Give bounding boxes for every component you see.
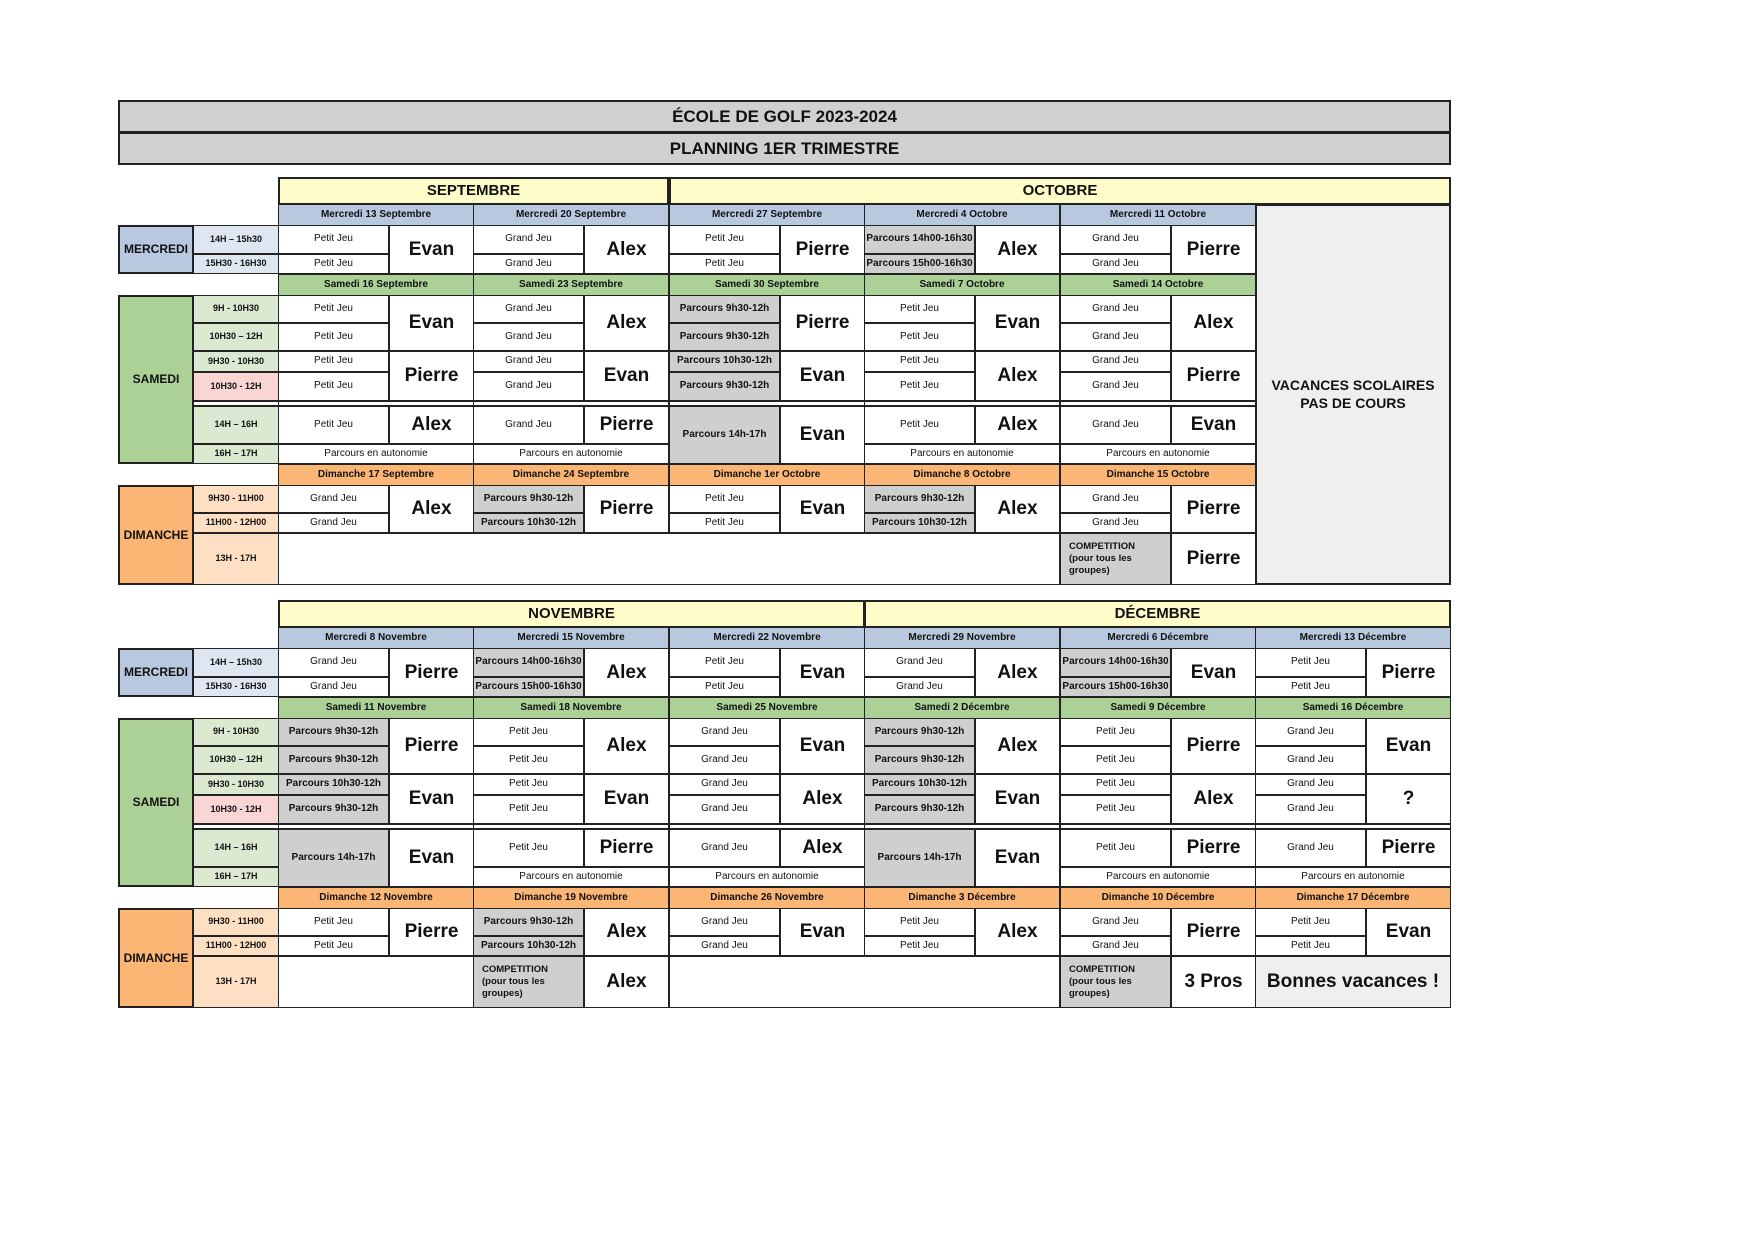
coach-name: Evan [780, 718, 865, 774]
coach-name: Alex [1171, 774, 1256, 824]
activity: Petit Jeu [669, 648, 780, 677]
coach-name: 3 Pros [1171, 956, 1256, 1008]
time-slot: 14H – 16H [193, 406, 279, 444]
activity: Parcours 9h30-12h [278, 795, 389, 824]
coach-name: Alex [584, 956, 669, 1008]
coach-name: Pierre [389, 718, 474, 774]
saturday-date: Samedi 7 Octobre [864, 274, 1060, 296]
saturday-date: Samedi 2 Décembre [864, 697, 1060, 719]
time-slot: 9H30 - 11H00 [193, 485, 279, 513]
activity: Parcours 9h30-12h [864, 746, 975, 774]
coach-name: Pierre [584, 829, 669, 867]
activity: Petit Jeu [864, 406, 975, 444]
day-label-samedi: SAMEDI [118, 295, 194, 464]
vacation-notice: VACANCES SCOLAIRES PAS DE COURS [1255, 204, 1451, 585]
activity: Grand Jeu [473, 323, 584, 351]
activity: Grand Jeu [1255, 795, 1366, 824]
coach-name: Alex [584, 225, 669, 274]
activity: Petit Jeu [473, 795, 584, 824]
time-slot: 13H - 17H [193, 533, 279, 585]
wednesday-date: Mercredi 20 Septembre [473, 204, 669, 226]
activity: Petit Jeu [1060, 718, 1171, 746]
activity: Grand Jeu [1060, 936, 1171, 956]
activity: Parcours 9h30-12h [473, 908, 584, 936]
sunday-date: Dimanche 1er Octobre [669, 464, 865, 486]
wednesday-date: Mercredi 13 Septembre [278, 204, 474, 226]
activity: Petit Jeu [864, 295, 975, 323]
activity: Parcours 9h30-12h [473, 485, 584, 513]
wednesday-date: Mercredi 15 Novembre [473, 627, 669, 649]
activity: Parcours 9h30-12h [278, 718, 389, 746]
activity: Parcours 15h00-16h30 [1060, 677, 1171, 697]
coach-name: Alex [389, 485, 474, 533]
day-label-dimanche: DIMANCHE [118, 908, 194, 1008]
coach-name: Alex [975, 406, 1060, 444]
activity: Grand Jeu [278, 648, 389, 677]
activity: Grand Jeu [1255, 829, 1366, 867]
day-label-dimanche: DIMANCHE [118, 485, 194, 585]
activity: Parcours 14h00-16h30 [473, 648, 584, 677]
activity: Petit Jeu [669, 677, 780, 697]
sunday-date: Dimanche 8 Octobre [864, 464, 1060, 486]
time-slot: 9H - 10H30 [193, 295, 279, 323]
activity: Petit Jeu [473, 746, 584, 774]
activity: Grand Jeu [1255, 718, 1366, 746]
saturday-date: Samedi 30 Septembre [669, 274, 865, 296]
activity: Grand Jeu [278, 513, 389, 533]
time-slot: 11H00 - 12H00 [193, 513, 279, 533]
activity: Grand Jeu [473, 254, 584, 274]
activity: Parcours 14h-17h [864, 829, 975, 887]
competition-label: COMPETITION (pour tous les groupes) [473, 956, 584, 1008]
activity: Petit Jeu [278, 406, 389, 444]
coach-name: Pierre [1171, 718, 1256, 774]
autonomy-note: Parcours en autonomie [669, 867, 865, 887]
coach-name: Alex [584, 718, 669, 774]
activity: Petit Jeu [669, 485, 780, 513]
activity: Petit Jeu [1060, 774, 1171, 795]
activity: Petit Jeu [864, 936, 975, 956]
activity: Grand Jeu [1060, 406, 1171, 444]
time-slot: 10H30 – 12H [193, 746, 279, 774]
time-slot: 14H – 15h30 [193, 648, 279, 677]
activity: Grand Jeu [473, 351, 584, 372]
month-header: OCTOBRE [669, 177, 1451, 205]
coach-name: Evan [780, 908, 865, 956]
coach-name: Alex [975, 225, 1060, 274]
activity: Petit Jeu [864, 908, 975, 936]
sunday-date: Dimanche 19 Novembre [473, 887, 669, 909]
saturday-date: Samedi 14 Octobre [1060, 274, 1256, 296]
coach-name: Alex [975, 648, 1060, 697]
coach-name: Pierre [780, 225, 865, 274]
coach-name: Evan [780, 406, 865, 464]
activity: Grand Jeu [1060, 908, 1171, 936]
coach-name: Alex [975, 718, 1060, 774]
activity: Grand Jeu [1255, 746, 1366, 774]
activity: Grand Jeu [473, 406, 584, 444]
wednesday-date: Mercredi 8 Novembre [278, 627, 474, 649]
activity: Petit Jeu [278, 936, 389, 956]
autonomy-note: Parcours en autonomie [278, 444, 474, 464]
coach-name: Evan [975, 774, 1060, 824]
coach-name: ? [1366, 774, 1451, 824]
activity: Parcours 9h30-12h [669, 323, 780, 351]
activity: Petit Jeu [669, 254, 780, 274]
activity: Petit Jeu [1060, 795, 1171, 824]
activity: Parcours 14h00-16h30 [864, 225, 975, 254]
activity: Grand Jeu [278, 677, 389, 697]
sunday-date: Dimanche 26 Novembre [669, 887, 865, 909]
activity: Petit Jeu [864, 372, 975, 401]
wednesday-date: Mercredi 11 Octobre [1060, 204, 1256, 226]
activity: Petit Jeu [1255, 908, 1366, 936]
sunday-date: Dimanche 10 Décembre [1060, 887, 1256, 909]
coach-name: Pierre [584, 406, 669, 444]
activity: Parcours 9h30-12h [864, 795, 975, 824]
activity: Petit Jeu [278, 351, 389, 372]
saturday-date: Samedi 9 Décembre [1060, 697, 1256, 719]
activity: Grand Jeu [1060, 372, 1171, 401]
activity: Grand Jeu [1060, 254, 1171, 274]
activity: Grand Jeu [864, 648, 975, 677]
activity: Parcours 15h00-16h30 [473, 677, 584, 697]
time-slot: 15H30 - 16H30 [193, 677, 279, 697]
sunday-date: Dimanche 3 Décembre [864, 887, 1060, 909]
saturday-date: Samedi 18 Novembre [473, 697, 669, 719]
sunday-date: Dimanche 17 Décembre [1255, 887, 1451, 909]
page-title: ÉCOLE DE GOLF 2023-2024 [118, 100, 1451, 133]
empty-slot [278, 533, 1060, 585]
activity: Grand Jeu [669, 746, 780, 774]
autonomy-note: Parcours en autonomie [473, 444, 669, 464]
activity: Grand Jeu [669, 795, 780, 824]
coach-name: Evan [780, 648, 865, 697]
activity: Petit Jeu [473, 718, 584, 746]
coach-name: Pierre [1171, 485, 1256, 533]
coach-name: Evan [975, 829, 1060, 887]
activity: Petit Jeu [278, 295, 389, 323]
coach-name: Evan [389, 829, 474, 887]
coach-name: Pierre [1171, 533, 1256, 585]
sunday-date: Dimanche 17 Septembre [278, 464, 474, 486]
activity: Parcours 9h30-12h [864, 718, 975, 746]
coach-name: Alex [584, 648, 669, 697]
coach-name: Alex [1171, 295, 1256, 351]
activity: Grand Jeu [1255, 774, 1366, 795]
activity: Petit Jeu [278, 372, 389, 401]
autonomy-note: Parcours en autonomie [1060, 444, 1256, 464]
wednesday-date: Mercredi 29 Novembre [864, 627, 1060, 649]
activity: Parcours 9h30-12h [669, 295, 780, 323]
saturday-date: Samedi 23 Septembre [473, 274, 669, 296]
activity: Petit Jeu [278, 908, 389, 936]
activity: Grand Jeu [1060, 323, 1171, 351]
time-slot: 9H30 - 11H00 [193, 908, 279, 936]
wednesday-date: Mercredi 4 Octobre [864, 204, 1060, 226]
page-subtitle: PLANNING 1ER TRIMESTRE [118, 132, 1451, 165]
coach-name: Alex [975, 351, 1060, 401]
activity: Petit Jeu [473, 774, 584, 795]
month-header: DÉCEMBRE [864, 600, 1451, 628]
time-slot: 15H30 - 16H30 [193, 254, 279, 274]
coach-name: Alex [780, 774, 865, 824]
activity: Grand Jeu [473, 372, 584, 401]
activity: Grand Jeu [473, 225, 584, 254]
coach-name: Pierre [1171, 908, 1256, 956]
activity: Parcours 15h00-16h30 [864, 254, 975, 274]
empty-slot [669, 956, 1060, 1008]
coach-name: Evan [584, 351, 669, 401]
coach-name: Alex [975, 485, 1060, 533]
time-slot: 16H – 17H [193, 867, 279, 887]
coach-name: Alex [584, 908, 669, 956]
activity: Grand Jeu [669, 908, 780, 936]
coach-name: Pierre [780, 295, 865, 351]
activity: Petit Jeu [669, 513, 780, 533]
activity: Petit Jeu [1255, 936, 1366, 956]
coach-name: Pierre [1171, 351, 1256, 401]
coach-name: Pierre [389, 908, 474, 956]
time-slot: 13H - 17H [193, 956, 279, 1008]
activity: Grand Jeu [669, 718, 780, 746]
activity: Petit Jeu [669, 225, 780, 254]
coach-name: Evan [975, 295, 1060, 351]
time-slot: 9H30 - 10H30 [193, 774, 279, 795]
sunday-date: Dimanche 12 Novembre [278, 887, 474, 909]
sunday-date: Dimanche 24 Septembre [473, 464, 669, 486]
coach-name: Evan [780, 351, 865, 401]
activity: Petit Jeu [1255, 677, 1366, 697]
activity: Petit Jeu [1060, 746, 1171, 774]
activity: Parcours 10h30-12h [864, 774, 975, 795]
activity: Grand Jeu [669, 774, 780, 795]
activity: Grand Jeu [1060, 225, 1171, 254]
activity: Petit Jeu [864, 323, 975, 351]
coach-name: Pierre [1171, 829, 1256, 867]
wednesday-date: Mercredi 13 Décembre [1255, 627, 1451, 649]
autonomy-note: Parcours en autonomie [1255, 867, 1451, 887]
time-slot: 10H30 - 12H [193, 795, 279, 824]
holiday-wish: Bonnes vacances ! [1255, 956, 1451, 1008]
coach-name: Evan [1366, 908, 1451, 956]
activity: Grand Jeu [1060, 295, 1171, 323]
time-slot: 10H30 – 12H [193, 323, 279, 351]
coach-name: Alex [389, 406, 474, 444]
activity: Parcours 14h-17h [278, 829, 389, 887]
autonomy-note: Parcours en autonomie [864, 444, 1060, 464]
coach-name: Alex [780, 829, 865, 867]
coach-name: Evan [780, 485, 865, 533]
activity: Grand Jeu [1060, 513, 1171, 533]
activity: Parcours 14h00-16h30 [1060, 648, 1171, 677]
activity: Parcours 10h30-12h [473, 936, 584, 956]
activity: Parcours 10h30-12h [473, 513, 584, 533]
month-header: NOVEMBRE [278, 600, 865, 628]
saturday-date: Samedi 16 Septembre [278, 274, 474, 296]
month-header: SEPTEMBRE [278, 177, 669, 205]
coach-name: Pierre [1366, 829, 1451, 867]
day-label-mercredi: MERCREDI [118, 225, 194, 274]
activity: Grand Jeu [1060, 351, 1171, 372]
coach-name: Pierre [1366, 648, 1451, 697]
competition-label: COMPETITION (pour tous les groupes) [1060, 956, 1171, 1008]
activity: Grand Jeu [278, 485, 389, 513]
saturday-date: Samedi 25 Novembre [669, 697, 865, 719]
coach-name: Pierre [584, 485, 669, 533]
time-slot: 9H30 - 10H30 [193, 351, 279, 372]
coach-name: Pierre [389, 351, 474, 401]
coach-name: Alex [975, 908, 1060, 956]
day-label-mercredi: MERCREDI [118, 648, 194, 697]
sunday-date: Dimanche 15 Octobre [1060, 464, 1256, 486]
activity: Petit Jeu [278, 323, 389, 351]
activity: Grand Jeu [669, 829, 780, 867]
coach-name: Evan [1171, 406, 1256, 444]
activity: Petit Jeu [473, 829, 584, 867]
activity: Parcours 10h30-12h [278, 774, 389, 795]
activity: Parcours 10h30-12h [669, 351, 780, 372]
activity: Parcours 14h-17h [669, 406, 780, 464]
activity: Petit Jeu [1060, 829, 1171, 867]
activity: Grand Jeu [1060, 485, 1171, 513]
wednesday-date: Mercredi 27 Septembre [669, 204, 865, 226]
activity: Grand Jeu [864, 677, 975, 697]
wednesday-date: Mercredi 6 Décembre [1060, 627, 1256, 649]
coach-name: Alex [584, 295, 669, 351]
coach-name: Evan [1366, 718, 1451, 774]
time-slot: 16H – 17H [193, 444, 279, 464]
activity: Parcours 9h30-12h [278, 746, 389, 774]
saturday-date: Samedi 16 Décembre [1255, 697, 1451, 719]
activity: Petit Jeu [864, 351, 975, 372]
day-label-samedi: SAMEDI [118, 718, 194, 887]
coach-name: Evan [584, 774, 669, 824]
coach-name: Evan [389, 225, 474, 274]
saturday-date: Samedi 11 Novembre [278, 697, 474, 719]
activity: Grand Jeu [473, 295, 584, 323]
autonomy-note: Parcours en autonomie [1060, 867, 1256, 887]
time-slot: 11H00 - 12H00 [193, 936, 279, 956]
autonomy-note: Parcours en autonomie [473, 867, 669, 887]
coach-name: Evan [389, 774, 474, 824]
time-slot: 14H – 16H [193, 829, 279, 867]
wednesday-date: Mercredi 22 Novembre [669, 627, 865, 649]
coach-name: Pierre [389, 648, 474, 697]
time-slot: 10H30 - 12H [193, 372, 279, 401]
activity: Petit Jeu [278, 254, 389, 274]
coach-name: Evan [1171, 648, 1256, 697]
coach-name: Pierre [1171, 225, 1256, 274]
competition-label: COMPETITION (pour tous les groupes) [1060, 533, 1171, 585]
activity: Grand Jeu [669, 936, 780, 956]
activity: Parcours 10h30-12h [864, 513, 975, 533]
time-slot: 9H - 10H30 [193, 718, 279, 746]
activity: Parcours 9h30-12h [669, 372, 780, 401]
activity: Petit Jeu [278, 225, 389, 254]
activity: Parcours 9h30-12h [864, 485, 975, 513]
coach-name: Evan [389, 295, 474, 351]
empty-slot [278, 956, 474, 1008]
activity: Petit Jeu [1255, 648, 1366, 677]
time-slot: 14H – 15h30 [193, 225, 279, 254]
